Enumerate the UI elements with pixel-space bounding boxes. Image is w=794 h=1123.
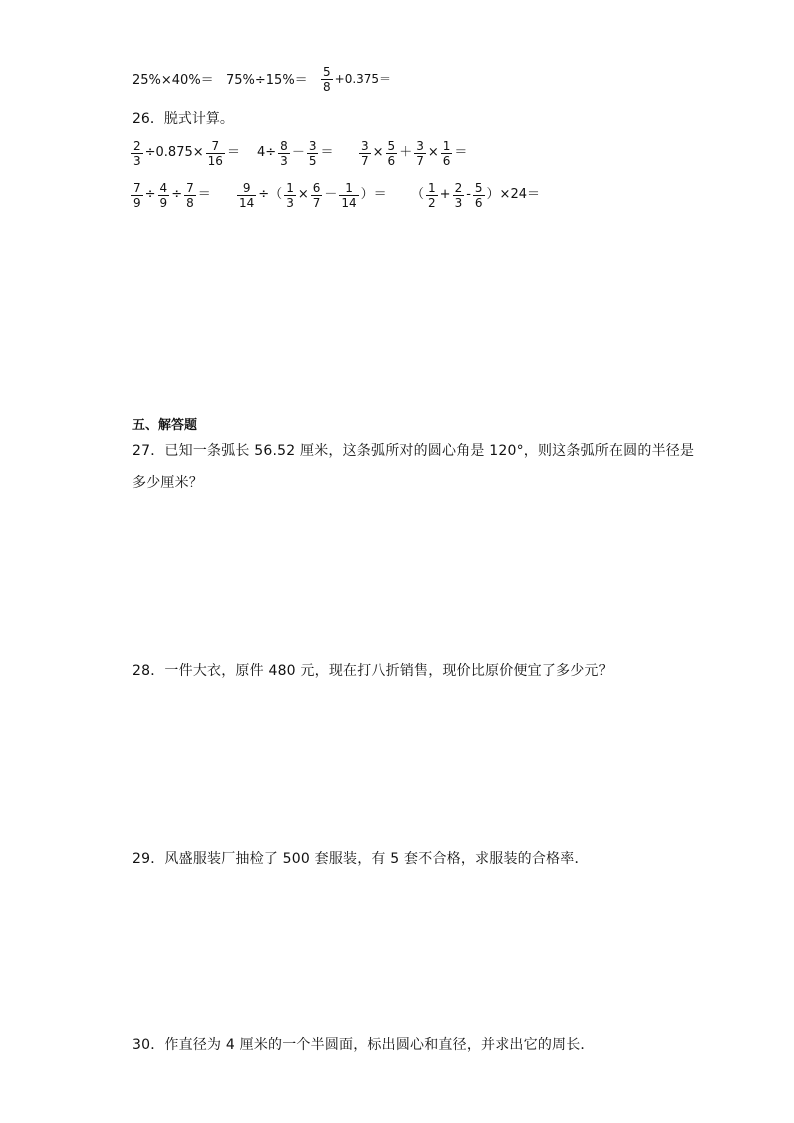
expr3-tail: +0.375＝ (334, 72, 392, 86)
q30-text: 30．作直径为 4 厘米的一个半圆面，标出圆心和直径，并求出它的周长． (132, 1037, 595, 1053)
q25-row (132, 70, 214, 92)
fraction: $\frac{1}{6}$ (442, 138, 451, 168)
q26-title: 26．脱式计算。 (132, 111, 234, 127)
fraction: $\frac{3}{5}$ (308, 138, 317, 168)
fraction: $\frac{3}{7}$ (361, 138, 369, 168)
q26-row1-expr1: $\frac{2}{3}$ ÷0.875× $\frac{7}{16}$ ＝ (133, 138, 240, 168)
q25-expr3-row (320, 64, 392, 94)
fraction: $\frac{7}{8}$ (186, 180, 194, 210)
fraction: $\frac{7}{9}$ (133, 180, 141, 210)
fraction: $\frac{5}{6}$ (474, 180, 483, 210)
fraction: $\frac{7}{16}$ (207, 138, 223, 168)
q26-row2-expr2: $\frac{9}{14}$ ÷（ $\frac{1}{3}$ × $\frac{6}{7}$ － $\frac{1}{14}$ ）＝ (239, 180, 387, 210)
fraction: $\frac{6}{7}$ (312, 180, 321, 210)
expr-25-40: 25%×40%＝ (132, 73, 214, 88)
fraction: $\frac{1}{2}$ (428, 180, 436, 210)
fraction: $\frac{2}{3}$ (454, 180, 463, 210)
q29-text: 29．风盛服装厂抽检了 500 套服装，有 5 套不合格，求服装的合格率． (132, 851, 589, 867)
expr-75-15: 75%÷15%＝ (226, 73, 308, 88)
q27-line2: 多少厘米？ (132, 475, 203, 491)
fraction: $\frac{8}{3}$ (280, 138, 288, 168)
fraction: $\frac{2}{3}$ (133, 138, 141, 168)
q26-row1-expr3: $\frac{3}{7}$ × $\frac{5}{6}$ ＋ $\frac{3}{7}$ × $\frac{1}{6}$ ＝ (361, 138, 468, 168)
fraction: $\frac{1}{3}$ (286, 180, 294, 210)
fraction: $\frac{9}{14}$ (239, 180, 255, 210)
q26-row2-expr3: （ $\frac{1}{2}$ + $\frac{2}{3}$ - $\frac{5}{6}$ ）×24＝ (411, 180, 540, 210)
fraction: $\frac{5}{6}$ (387, 138, 396, 168)
q28-text: 28．一件大衣，原件 480 元，现在打八折销售，现价比原价便宜了多少元？ (132, 663, 613, 679)
fraction: $\frac{4}{9}$ (159, 180, 168, 210)
q26-row2-expr1: $\frac{7}{9}$ ÷ $\frac{4}{9}$ ÷ $\frac{7}{8}$ ＝ (133, 180, 211, 210)
fraction: $\frac{1}{14}$ (341, 180, 357, 210)
q25-expr2-row (226, 70, 308, 92)
q26-row1-expr2: 4÷ $\frac{8}{3}$ － $\frac{3}{5}$ ＝ (257, 138, 334, 168)
fraction-5-8: $\frac{5}{8}$ (323, 64, 331, 94)
section-title: 五、解答题 (132, 418, 198, 433)
fraction: $\frac{3}{7}$ (416, 138, 424, 168)
q27-line1: 27．已知一条弧长 56.52 厘米，这条弧所对的圆心角是 120°，则这条弧所在圆的半径是 (132, 443, 695, 459)
